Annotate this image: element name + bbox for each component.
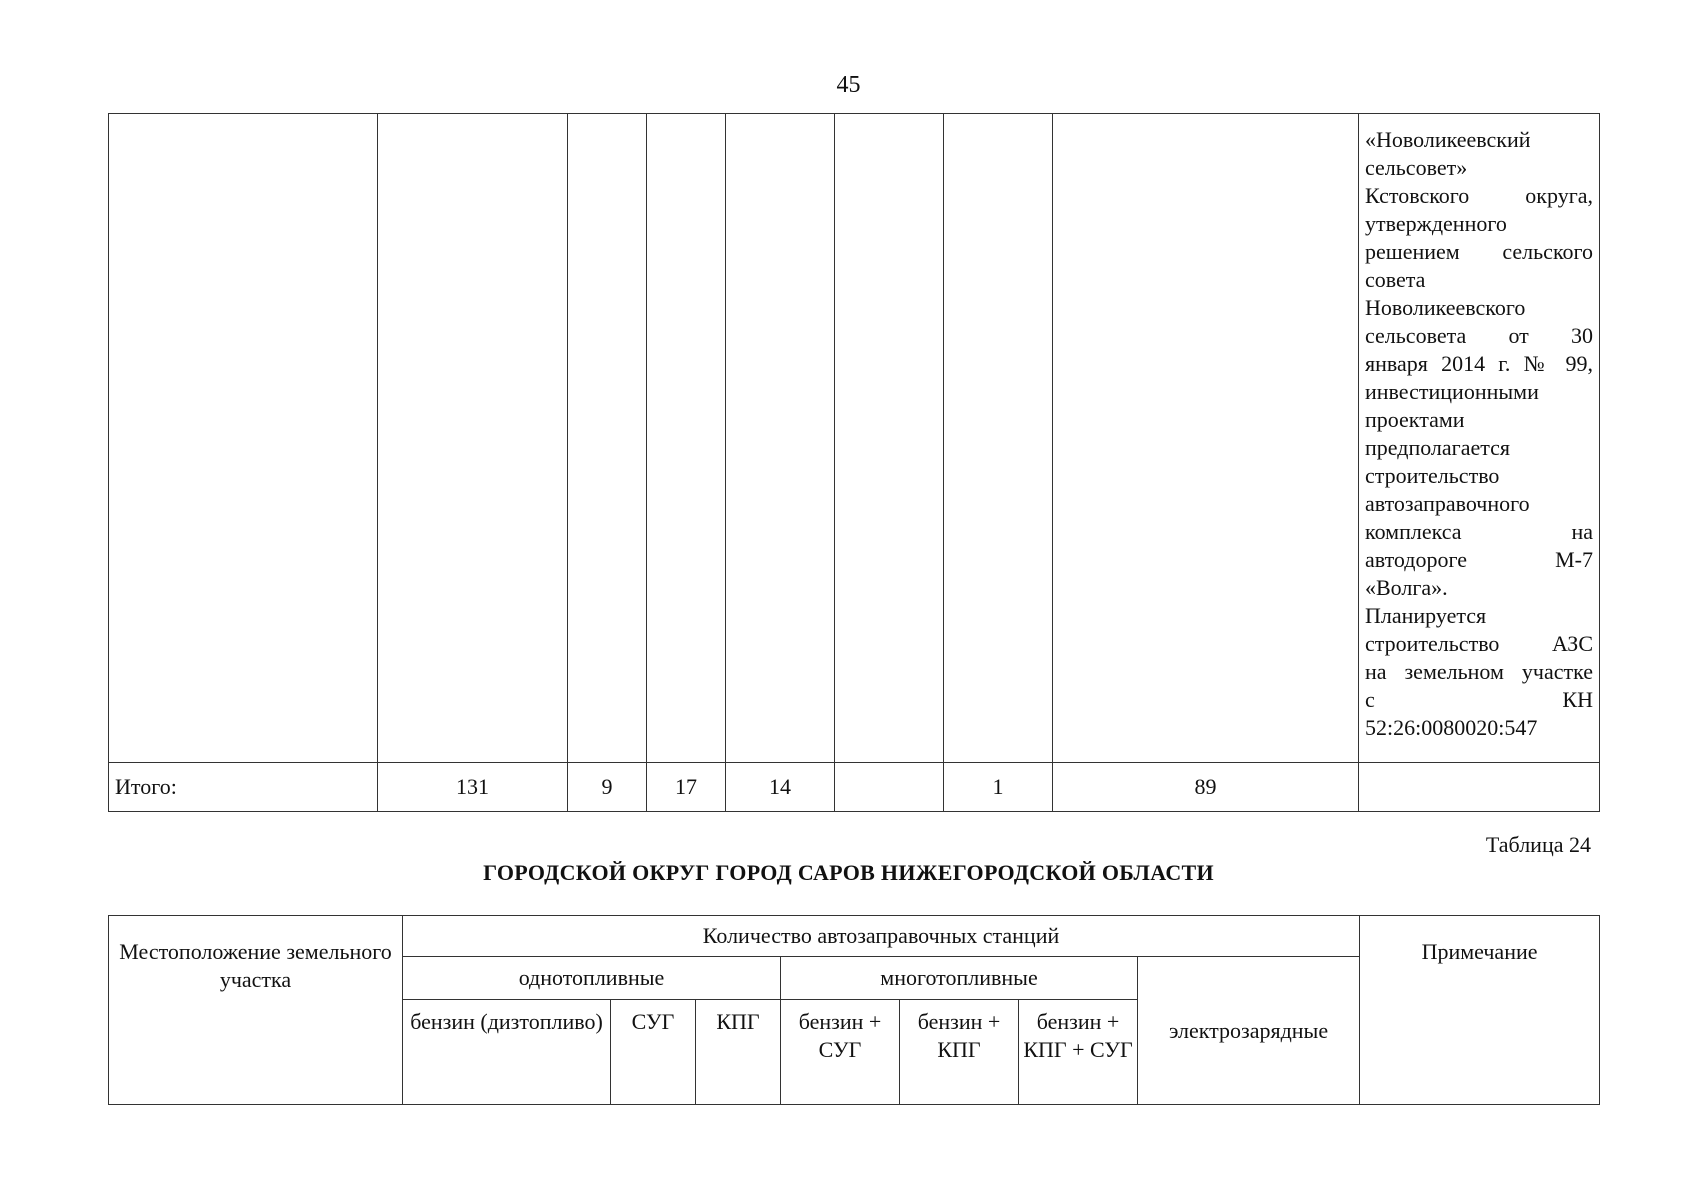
- note-line: «Волга».: [1365, 575, 1448, 600]
- total-label: Итого:: [109, 763, 378, 812]
- note-cell: [1359, 114, 1600, 763]
- note-line: января 2014 г. № 99,: [1365, 351, 1593, 376]
- note-line: строительство: [1365, 463, 1500, 488]
- header-note: Примечание: [1360, 916, 1600, 1105]
- header-lpg: СУГ: [611, 1000, 696, 1105]
- total-value: 89: [1053, 763, 1359, 812]
- table-title: ГОРОДСКОЙ ОКРУГ ГОРОД САРОВ НИЖЕГОРОДСКОЙ ОБЛАСТИ: [483, 860, 1214, 885]
- note-line: сельсовет»: [1365, 155, 1468, 180]
- total-value: [1359, 763, 1600, 812]
- total-value: 14: [726, 763, 835, 812]
- header-single-fuel: однотопливные: [403, 957, 781, 1000]
- note-line: проектами: [1365, 407, 1465, 432]
- empty-cell: [109, 114, 378, 763]
- note-line: комплекса на: [1365, 519, 1593, 544]
- empty-cell: [647, 114, 726, 763]
- note-line: предполагается: [1365, 435, 1510, 460]
- total-value: 17: [647, 763, 726, 812]
- empty-cell: [835, 114, 944, 763]
- page-number: 45: [836, 72, 861, 98]
- total-row: [109, 763, 1600, 812]
- header-petrol-cng-lpg: бензин + КПГ + СУГ: [1019, 1000, 1138, 1105]
- note-line: «Новоликеевский: [1365, 127, 1531, 152]
- empty-cell: [568, 114, 647, 763]
- total-value: 9: [568, 763, 647, 812]
- note-line: Кстовского округа,: [1365, 183, 1593, 208]
- total-value: [835, 763, 944, 812]
- total-value: 131: [378, 763, 568, 812]
- header-petrol-lpg: бензин + СУГ: [781, 1000, 900, 1105]
- empty-cell: [726, 114, 835, 763]
- header-count: Количество автозаправочных станций: [403, 916, 1360, 957]
- empty-cell: [378, 114, 568, 763]
- note-line: сельсовета от 30: [1365, 323, 1593, 348]
- note-line: 52:26:0080020:547: [1365, 715, 1538, 740]
- note-line: решением сельского: [1365, 239, 1593, 264]
- header-cng: КПГ: [696, 1000, 781, 1105]
- note-line: автозаправочного: [1365, 491, 1530, 516]
- header-electric: электрозарядные: [1138, 957, 1360, 1105]
- continuation-table: [108, 113, 1600, 812]
- table-24: [108, 915, 1600, 1105]
- note-line: Планируется: [1365, 603, 1487, 628]
- note-line: Новоликеевского: [1365, 295, 1526, 320]
- table-row: [109, 114, 1600, 763]
- header-multi-fuel: многотопливные: [781, 957, 1138, 1000]
- empty-cell: [1053, 114, 1359, 763]
- header-petrol-cng: бензин + КПГ: [900, 1000, 1019, 1105]
- note-line: автодороге М-7: [1365, 547, 1593, 572]
- note-line: строительство АЗС: [1365, 631, 1593, 656]
- header-location: Местоположение земельного участка: [109, 916, 403, 1105]
- note-line: на земельном участке: [1365, 659, 1593, 684]
- note-line: совета: [1365, 267, 1426, 292]
- note-line: с КН: [1365, 687, 1593, 712]
- note-line: утвержденного: [1365, 211, 1507, 236]
- note-line: инвестиционными: [1365, 379, 1539, 404]
- total-value: 1: [944, 763, 1053, 812]
- table-caption: Таблица 24: [1485, 832, 1591, 857]
- header-petrol: бензин (дизтопливо): [403, 1000, 611, 1105]
- header-row: [109, 916, 1600, 957]
- empty-cell: [944, 114, 1053, 763]
